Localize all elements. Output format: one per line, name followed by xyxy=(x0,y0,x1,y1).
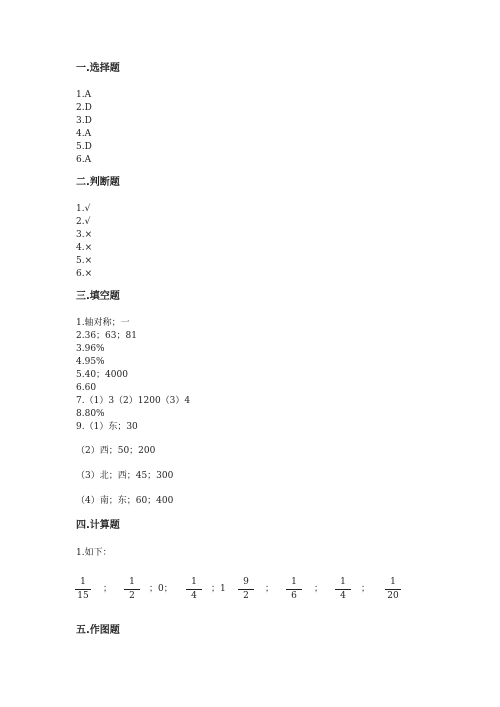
calc-answer-row xyxy=(76,575,416,605)
calc-intro: 1.如下： xyxy=(76,548,112,558)
fraction-2-bar xyxy=(124,589,140,590)
choice-answer-3: 3.D xyxy=(76,116,92,126)
fraction-2-numerator: 1 xyxy=(129,577,135,587)
fraction-3-denominator: 4 xyxy=(191,591,197,601)
fraction-3-bar xyxy=(186,589,202,590)
fraction-2-denominator: 2 xyxy=(129,591,135,601)
fill-answer-9-part-3: （3）北；西；45；300 xyxy=(76,471,174,481)
fill-answer-9-part-2: （2）西；50；200 xyxy=(76,446,156,456)
choice-answer-4: 4.A xyxy=(76,129,92,139)
fill-answer-3: 3.96% xyxy=(76,344,105,354)
judge-answer-4: 4.× xyxy=(76,243,93,253)
judge-answer-5: 5.× xyxy=(76,256,93,266)
fill-answer-2: 2.36；63；81 xyxy=(76,331,137,341)
judge-answer-6: 6.× xyxy=(76,269,93,279)
fraction-1-denominator: 15 xyxy=(77,591,89,601)
judge-answer-3: 3.× xyxy=(76,230,93,240)
fill-answer-9: 9.（1）东；30 xyxy=(76,422,138,432)
separator-1: ； xyxy=(103,584,113,594)
section-1-heading: 一.选择题 xyxy=(76,63,120,74)
fraction-5-bar xyxy=(286,589,302,590)
fraction-4-denominator: 2 xyxy=(243,591,249,601)
fraction-3-numerator: 1 xyxy=(191,577,197,587)
choice-answer-6: 6.A xyxy=(76,155,92,165)
fill-answer-1: 1.轴对称；一 xyxy=(76,318,130,328)
fraction-5 xyxy=(283,575,305,605)
fraction-1-bar xyxy=(75,589,91,590)
separator-5: ； xyxy=(314,584,324,594)
fraction-1-numerator: 1 xyxy=(80,577,86,587)
judge-answer-2: 2.√ xyxy=(76,217,91,227)
section-2-heading: 二.判断题 xyxy=(76,177,120,188)
fraction-6-denominator: 4 xyxy=(340,591,346,601)
fraction-3 xyxy=(183,575,205,605)
fraction-7-bar xyxy=(385,589,401,590)
fraction-7 xyxy=(382,575,404,605)
fraction-2 xyxy=(121,575,143,605)
choice-answer-1: 1.A xyxy=(76,90,92,100)
choice-answer-2: 2.D xyxy=(76,103,92,113)
fill-answer-4: 4.95% xyxy=(76,357,105,367)
fraction-6-bar xyxy=(335,589,351,590)
choice-answer-5: 5.D xyxy=(76,142,92,152)
section-3-heading: 三.填空题 xyxy=(76,291,120,302)
fill-answer-7: 7.（1）3（2）1200（3）4 xyxy=(76,396,191,406)
fraction-5-numerator: 1 xyxy=(291,577,297,587)
separator-6: ； xyxy=(361,584,371,594)
fraction-1 xyxy=(72,575,94,605)
separator-2: ；0； xyxy=(149,584,173,594)
fraction-4-numerator: 9 xyxy=(243,577,249,587)
fraction-4-bar xyxy=(238,589,254,590)
fill-answer-6: 6.60 xyxy=(76,383,97,393)
section-4-heading: 四.计算题 xyxy=(76,520,120,531)
fill-answer-5: 5.40；4000 xyxy=(76,370,128,380)
fraction-6-numerator: 1 xyxy=(340,577,346,587)
section-5-heading: 五.作图题 xyxy=(76,625,120,636)
fill-answer-9-part-4: （4）南；东；60；400 xyxy=(76,496,174,506)
fraction-5-denominator: 6 xyxy=(291,591,297,601)
fill-answer-8: 8.80% xyxy=(76,409,105,419)
separator-4: ； xyxy=(265,584,275,594)
fraction-7-denominator: 20 xyxy=(387,591,399,601)
fraction-7-numerator: 1 xyxy=(390,577,396,587)
fraction-4 xyxy=(235,575,257,605)
fraction-6 xyxy=(332,575,354,605)
judge-answer-1: 1.√ xyxy=(76,204,91,214)
separator-3: ；1 xyxy=(211,584,226,594)
